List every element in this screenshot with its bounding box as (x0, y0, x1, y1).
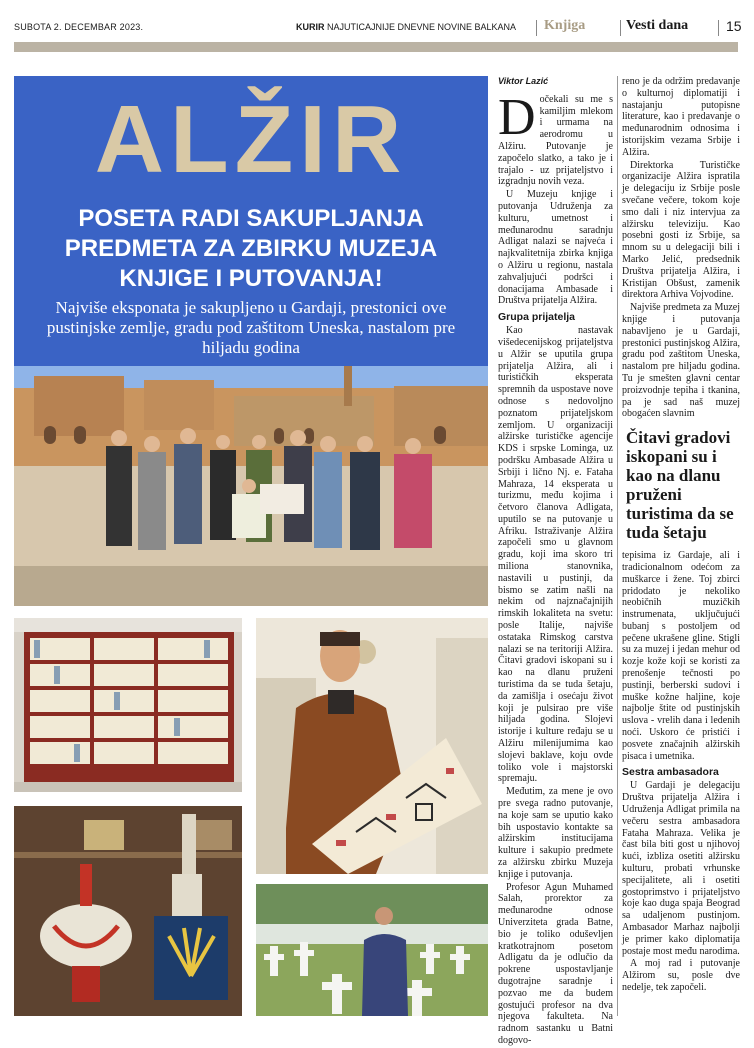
article-paragraph: Najviše predmeta za Muzej knjige i putovanja nabavljeno je u Gardaji, prestonici pustinjskog Alžira, gradu pod zaštitom Uneska, nastalom pre hiljadu godina. Tu je smešten glavni centar proizvodnje tepiha i tkanina, pa je sad naš muzej obogaćen slavnim (622, 302, 740, 420)
subheading-friends: Grupa prijatelja (498, 311, 576, 324)
column-divider (617, 76, 618, 1016)
article-paragraph: tepisima iz Gardaje, ali i tradicionalnom odećom za muškarce i žene. Toj zbirci pridodato je nekoliko neobičnih muzičkih instrumenata, uključujući bubanj s postoljem od pečene ukrašene gline. Stigli su za muzej i jedan mehur od kozje kože koji se koristi za prenošenje tečnosti po pustinji, berberski sudovi i muške kožne haljine, koje najbolje štite od pustinjskih uslova - vrelih dana i ledenih noći. Uskoro će pristići i posvete značajnih alžirskih pisaca i umetnika. (622, 550, 740, 762)
bookshelf-image (14, 618, 242, 792)
carpet-image (256, 618, 488, 874)
article-paragraph: U Muzeju knjige i putovanja Udruženja za kulturu, umetnost i međunarodnu saradnju Adligat nalazi se najveća i najkvalitetnija zbirka knjiga o Alžiru u regionu, nastala zahvaljujući podršci i donacijama Ambasade i Društva prijatelja Alžira. (498, 189, 613, 307)
ceramics-image (14, 806, 242, 1016)
issue-date: SUBOTA 2. DECEMBAR 2023. (14, 22, 144, 32)
article-paragraph: Direktorka Turističke organizacije Alžira ispratila je delegaciju iz Srbije posle svečane večere, tokom koje smo dali i niz intervjua za alžirsku televiziju. Kao posebni gosti iz Srbije, sa mnom su u delegaciji bili i Marko Jelić, predsednik Društva prijatelja Alžira, i Kristijan Obšust, zamenik direktora Arhiva Vojvodine. (622, 159, 740, 301)
article-paragraph: Profesor Agun Muhamed Salah, prorektor za međunarodne odnose Univerziteta grada Batne, bio je toliko oduševljen kratkotrajnom posetom Adligatu da je odlučio da pokrene uspostavljanje dugotrajne saradnje i pozvao me da budem gostujući profesor na dva njegova fakulteta. Na radnom sastanku u Batni dogovo- (498, 881, 613, 1046)
article-column-1 (498, 76, 613, 1048)
article-paragraph: U Gardaji je delegaciju Društva prijatelja Alžira i Udruženja Adligat primila na večeru sestra ambasadora Fataha Mahraza. Velika je čast bila biti gost u njihovoj kući, izbliza osetiti alžirsku kulturu, probati vrhunske specijalitete, ali i osetiti gostoprimstvo i prijateljstvo koje kao duga spaja Beograd sa udaljenom pustinjom. Ambasador Marhaz najbolji je primer kako diplomatija postaje most među narodima. (622, 780, 740, 957)
group-photo (14, 366, 488, 606)
ceramics-photo (14, 806, 242, 1016)
article-paragraph: reno je da održim predavanje o kulturnoj diplomatiji i nastajanju putopisne literature, kao i predavanje o međunarodnim odnosima i istorijskim vezama Srbije i Alžira. (622, 76, 740, 158)
header-divider (718, 20, 719, 36)
article-paragraph: Kao nastavak višedecenijskog prijateljstva u Alžir se uputila grupa prijatelja Alžira, ali i turističkih eksperata spremnih da uspostave nove odnose s nedovoljno poznatom prijateljskom zemljom. U organizaciji alžirske turističke agencije KDS i srpske Lominga, uz podršku Ambasade Alžira u Srbiji i lično Nj. e. Fataha Mahraza, 14 eksperata u turizmu, među kojima i četvoro članova Adligata, uputilo se na putovanje u Afriku. Istraživanje Alžira započeli smo u glavnom gradu, koji ima skoro tri miliona stanovnika, nastavili u pustinji, da bismo se zatim našli na nekim od najznačajnijih rimskih lokaliteta na svetu: posle Italije, najviše ostataka Rimskog carstva nalazi se na teritoriji Alžira. Čitavi gradovi iskopani su i kao na dlanu pruženi turistima da se tuda šetaju, da zamišlja i osećaju život koji je pulsirao pre više hiljada godina. Slojevi istorije i kulture ređaju se u Alžiru milenijumima kao slojevi baklave, koju ovde toliko vole i majstorski spremaju. (498, 325, 613, 785)
carpet-photo (256, 618, 488, 874)
section-name: Knjiga (544, 18, 586, 33)
section-name-2: Vesti dana (626, 18, 689, 33)
author-byline: Viktor Lazić (498, 76, 549, 86)
article-paragraph: Međutim, za mene je ovo pre svega radno putovanje, na koje sam se uputio kako bih uspostavio kontakte sa alžirskim institucijama kulture i sakupio predmete za alžirsku zbirku Muzeja knjige i putovanja. (498, 786, 613, 880)
hero-title: ALŽIR (94, 86, 408, 193)
hero-subtitle: POSETA RADI SAKUPLJANJA PREDMETA ZA ZBIRKU MUZEJA KNJIGE I PUTOVANJA! (64, 205, 438, 292)
paper-brand (296, 22, 516, 32)
header-divider (620, 20, 621, 36)
page-number: 15 (726, 18, 742, 34)
cemetery-image (256, 884, 488, 1016)
bookshelf-photo (14, 618, 242, 792)
drop-cap: D (498, 88, 536, 146)
article-paragraph (498, 88, 613, 188)
hero-block (14, 76, 488, 606)
cemetery-photo (256, 884, 488, 1016)
header-divider (536, 20, 537, 36)
paper-tagline: NAJUTICAJNIJE DNEVNE NOVINE BALKANA (327, 22, 517, 32)
article-paragraph: A moj rad i putovanje Alžirom su, posle dve nedelje, tek započeli. (622, 958, 740, 993)
paper-name: KURIR (296, 22, 325, 32)
hero-lead: Najviše eksponata je sakupljeno u Gardaji, prestonici ove pustinjske zemlje, gradu pod zaštitom Uneska, nastalom pre hiljadu godina (46, 298, 456, 357)
pull-quote: Čitavi gradovi iskopani su i kao na dlanu pruženi turistima da se tuda šetaju (626, 428, 734, 543)
paragraph-text: očekali su me s kamiljim mlekom i urmama na aerodromu u Alžiru. Putovanje je započelo slatko, a tako je i trajalo - uz prijateljstvo i izgradnju novih veza. (498, 93, 613, 188)
page-header (14, 18, 740, 40)
header-bar (14, 42, 738, 52)
subheading-sister: Sestra ambasadora (622, 766, 719, 779)
article-column-2 (622, 76, 740, 995)
